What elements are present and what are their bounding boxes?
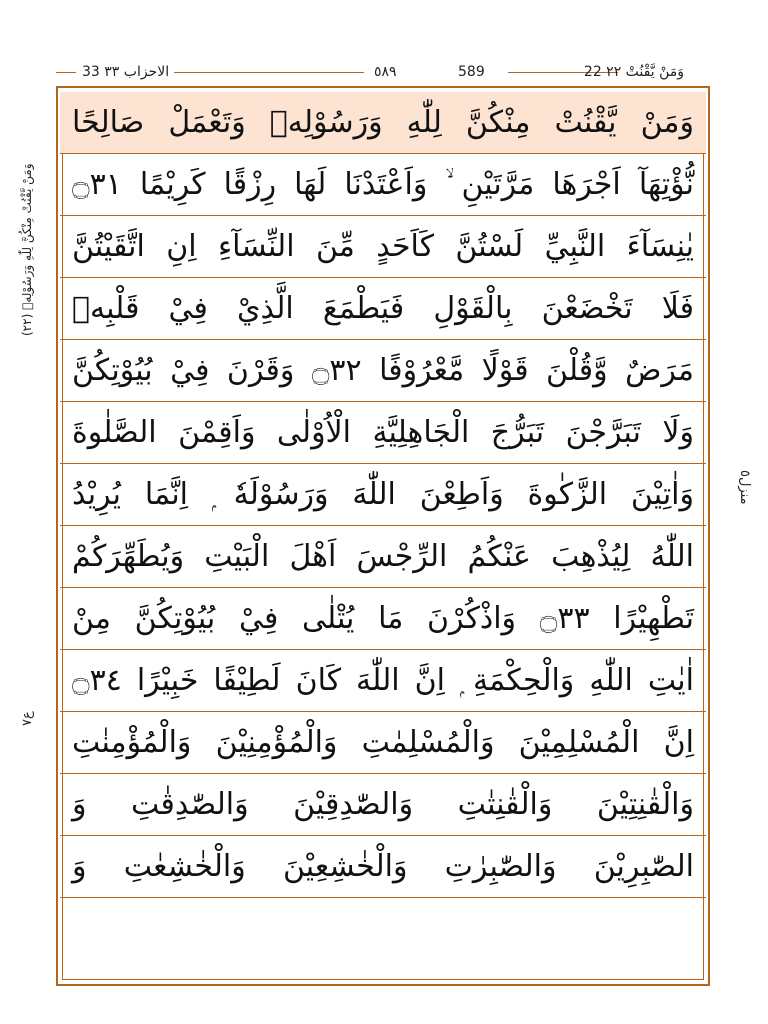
text-line: اللّٰهُ لِيُذْهِبَ عَنْكُمُ الرِّجْسَ اَهْلَ الْبَيْتِ وَيُطَهِّرَكُمْ: [60, 526, 706, 588]
text-line: فَلَا تَخْضَعْنَ بِالْقَوْلِ فَيَطْمَعَ الَّذِيْ فِيْ قَلْبِهٖ: [60, 278, 706, 340]
juz-name: 22 وَمَنْ يَّقْنُتْ ٢٢: [583, 64, 684, 80]
text-line: وَاٰتِيْنَ الزَّكٰوةَ وَاَطِعْنَ اللّٰهَ وَرَسُوْلَهٗ ۭ اِنَّمَا يُرِيْدُ: [60, 464, 706, 526]
text-line: يٰنِسَآءَ النَّبِيِّ لَسْتُنَّ كَاَحَدٍ مِّنَ النِّسَآءِ اِنِ اتَّقَيْتُنَّ: [60, 216, 706, 278]
page-number-urdu: ٥٨٩: [374, 64, 397, 80]
text-line: وَمَنْ يَّقْنُتْ مِنْكُنَّ لِلّٰهِ وَرَسُوْلِهٖ وَتَعْمَلْ صَالِحًا: [60, 92, 706, 154]
text-line: اٰيٰتِ اللّٰهِ وَالْحِكْمَةِ ۭ اِنَّ اللّٰهَ كَانَ لَطِيْفًا خَبِيْرًا ۝٣٤: [60, 650, 706, 712]
surah-name: 33 الاحزاب ٣٣: [82, 64, 170, 80]
text-line: الصّٰبِرِيْنَ وَالصّٰبِرٰتِ وَالْخٰشِعِيْنَ وَالْخٰشِعٰتِ وَ: [60, 836, 706, 898]
page-number: 589: [458, 64, 485, 80]
text-line: وَلَا تَبَرَّجْنَ تَبَرُّجَ الْجَاهِلِيَّةِ الْاُوْلٰى وَاَقِمْنَ الصَّلٰوةَ: [60, 402, 706, 464]
header-rule: [174, 72, 364, 73]
ruku-marker: ع٧: [20, 711, 35, 726]
text-line: وَالْقٰنِتِيْنَ وَالْقٰنِتٰتِ وَالصّٰدِقِيْنَ وَالصّٰدِقٰتِ وَ: [60, 774, 706, 836]
page-header: [56, 60, 710, 84]
text-line: نُّؤْتِهَآ اَجْرَهَا مَرَّتَيْنِ ۙ وَاَعْتَدْنَا لَهَا رِزْقًا كَرِيْمًا ۝٣١: [60, 154, 706, 216]
text-line: مَرَضٌ وَّقُلْنَ قَوْلًا مَّعْرُوْفًا ۝٣٢ وَقَرْنَ فِيْ بُيُوْتِكُنَّ: [60, 340, 706, 402]
text-line: اِنَّ الْمُسْلِمِيْنَ وَالْمُسْلِمٰتِ وَالْمُؤْمِنِيْنَ وَالْمُؤْمِنٰتِ: [60, 712, 706, 774]
header-rule: [56, 72, 76, 73]
side-note: (٢٢) وَمَنْ يَّقْنُتْ مِنْكُنَّ لِلّٰهِ وَرَسُوْلِهٖ: [20, 163, 34, 336]
text-line: تَطْهِيْرًا ۝٣٣ وَاذْكُرْنَ مَا يُتْلٰى فِيْ بُيُوْتِكُنَّ مِنْ: [60, 588, 706, 650]
manzil-marker: منزل٥: [737, 470, 752, 505]
